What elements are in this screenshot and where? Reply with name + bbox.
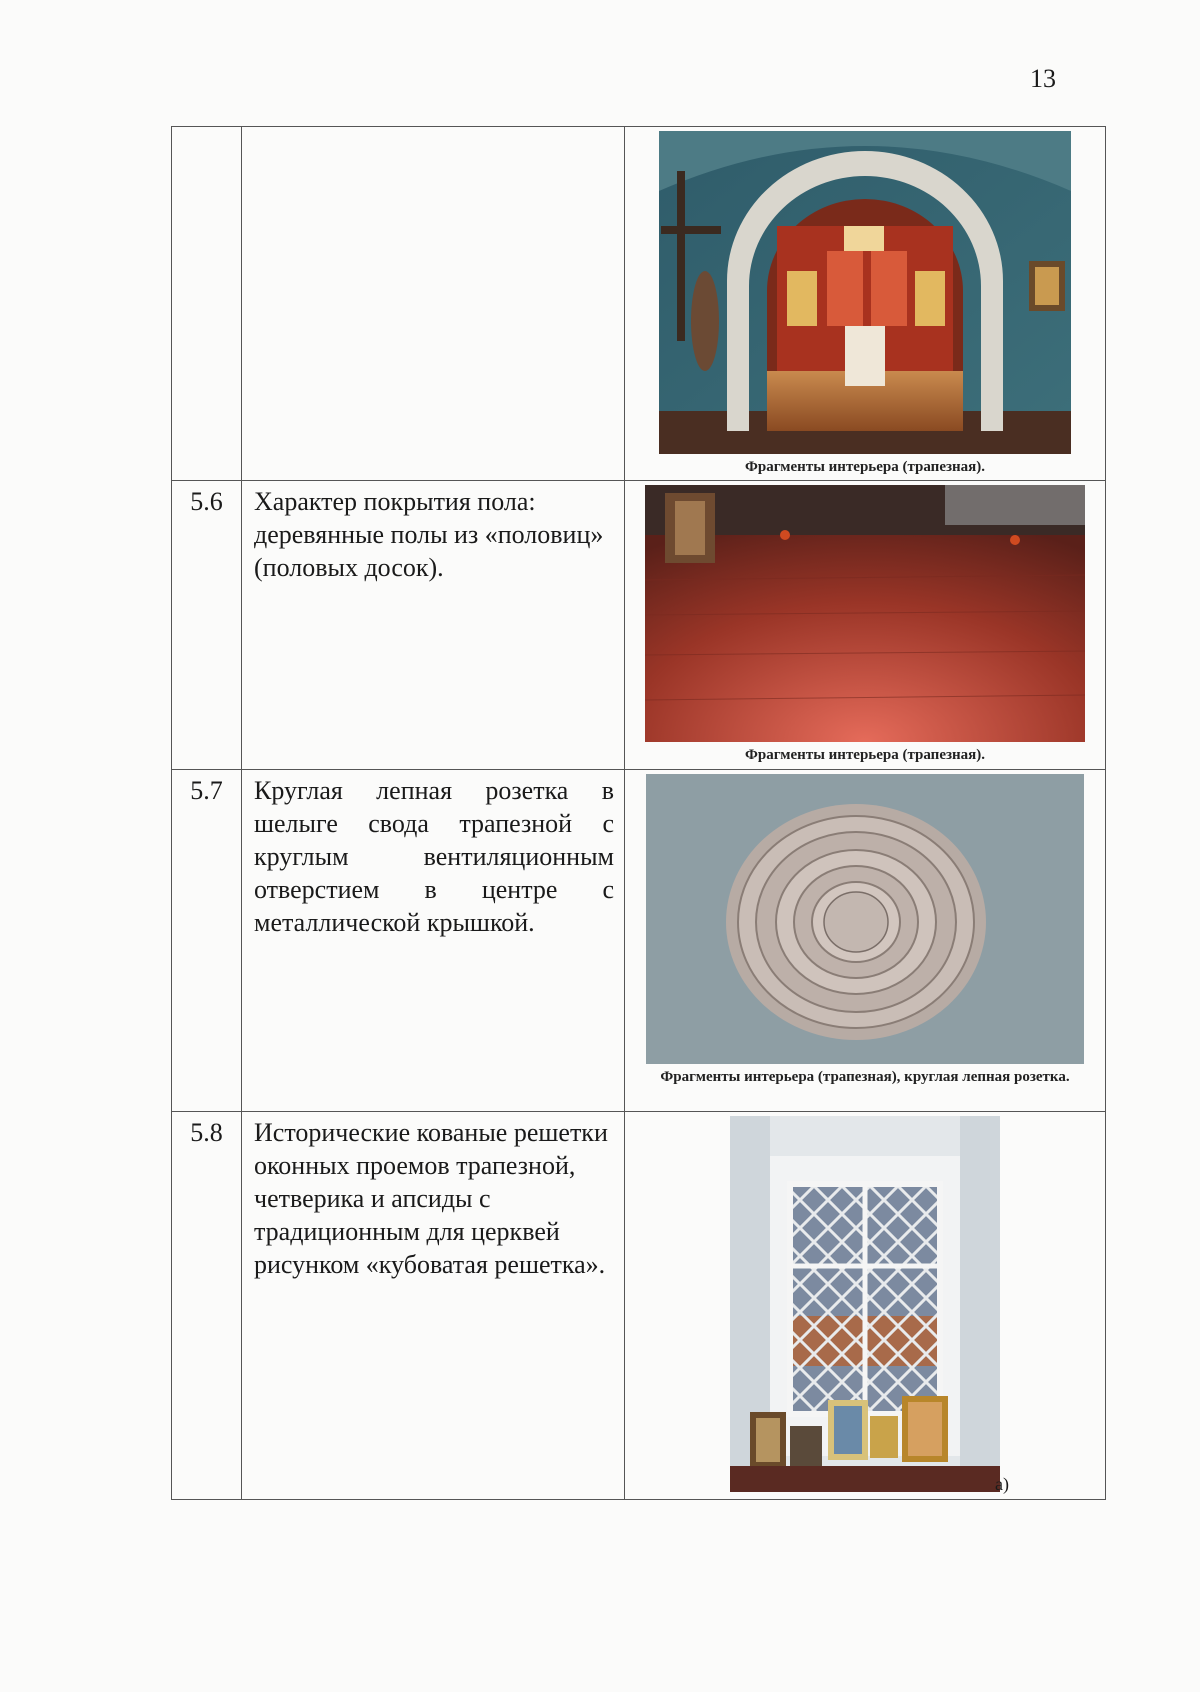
- photo-caption: Фрагменты интерьера (трапезная), круглая лепная розетка.: [660, 1069, 1070, 1085]
- photo-tag-label: а): [995, 1474, 1009, 1494]
- arch-doorway-iconostasis-photo: [659, 131, 1071, 454]
- row-number: 5.7: [172, 770, 242, 1112]
- ceiling-rosette-photo: [646, 774, 1084, 1064]
- row-number: 5.6: [172, 481, 242, 770]
- row-number: [172, 127, 242, 481]
- photo-caption: Фрагменты интерьера (трапезная).: [744, 747, 986, 763]
- table-row: [172, 481, 1106, 770]
- photo-caption: Фрагменты интерьера (трапезная).: [744, 459, 986, 475]
- row-description: Характер покрытия пола: деревянные полы из «половиц» (половых досок).: [242, 481, 625, 770]
- row-description: Исторические кованые решетки оконных проемов трапезной, четверика и апсиды с традиционным для церквей рисунком «кубоватая решетка».: [242, 1112, 625, 1500]
- wooden-floor-photo: [645, 485, 1085, 742]
- page-number: 13: [1030, 64, 1056, 93]
- row-number: 5.8: [172, 1112, 242, 1500]
- table-row: [172, 127, 1106, 481]
- features-table: [171, 126, 1106, 1500]
- table-row: [172, 770, 1106, 1112]
- table-row: [172, 1112, 1106, 1500]
- row-description: Круглая лепная розетка в шелыге свода трапезной с круглым вентиляционным отверстием в центре с металлической крышкой.: [242, 770, 625, 1112]
- row-description: [242, 127, 625, 481]
- window-grille-photo: [730, 1116, 1000, 1492]
